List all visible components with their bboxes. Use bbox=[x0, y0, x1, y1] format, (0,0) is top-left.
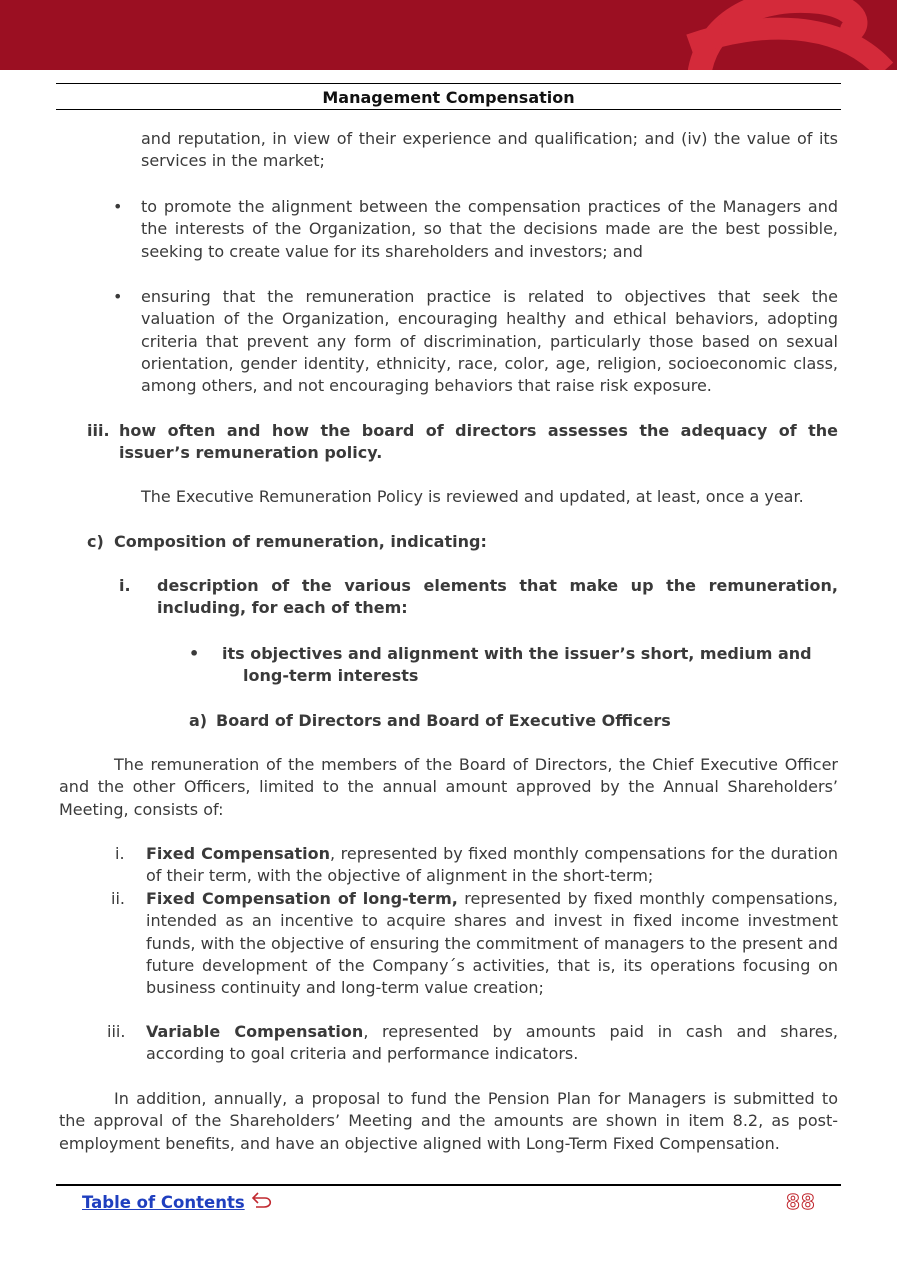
answer-paragraph: The Executive Remuneration Policy is reviewed and updated, at least, once a year. bbox=[141, 487, 804, 506]
bullet-item: ensuring that the remuneration practice is related to objectives that seek the valuation of the Organization, encouraging healthy and ethical behaviors, adopting criteria that prevent any form of discrimination, particularly those based on sexual orientation, gender identity, ethnicity, race, color, age, religion, socioeconomic class, among others, and not encouraging behaviors that raise risk exposure. bbox=[141, 287, 838, 396]
sub-heading-line: its objectives and alignment with the issuer’s short, medium and bbox=[222, 644, 812, 663]
list-item bbox=[146, 1021, 838, 1066]
continued-paragraph: and reputation, in view of their experience and qualification; and (iv) the value of its services in the market; bbox=[141, 129, 838, 171]
item-text: , represented by fixed monthly compensations for the duration of their term, with the objective of alignment in the short-term; bbox=[146, 844, 839, 886]
list-item bbox=[146, 888, 838, 999]
item-text: represented by fixed monthly compensations, intended as an incentive to acquire shares and invest in fixed income investment funds, with the objective of ensuring the commitment of managers to the present and future development of the Company´s activities, that is, its operations focusing on business continuity and long-term value creation; bbox=[146, 889, 838, 998]
header-banner bbox=[0, 0, 897, 70]
list-marker: iii. bbox=[107, 1022, 126, 1041]
item-term: Variable Compensation bbox=[146, 1022, 364, 1041]
header-rule-top bbox=[56, 83, 841, 84]
sub-heading-line: long-term interests bbox=[243, 666, 419, 685]
return-arrow-icon[interactable] bbox=[250, 1189, 274, 1211]
item-term: Fixed Compensation bbox=[146, 844, 331, 863]
table-of-contents-link[interactable]: Table of Contents bbox=[82, 1193, 245, 1212]
body-paragraph: The remuneration of the members of the Board of Directors, the Chief Executive Officer and the other Officers, limited to the annual amount approved by the Annual Shareholders’ Meeting, consists of: bbox=[59, 755, 838, 819]
header-rule-bottom bbox=[56, 109, 841, 110]
bullet-marker: • bbox=[189, 644, 200, 663]
list-marker: c) bbox=[87, 532, 104, 551]
list-marker: i. bbox=[115, 844, 125, 863]
bullet-marker: • bbox=[113, 197, 123, 216]
list-item bbox=[146, 843, 838, 888]
item-text: , represented by amounts paid in cash and shares, according to goal criteria and performance indicators. bbox=[146, 1022, 838, 1064]
footer-rule bbox=[56, 1184, 841, 1186]
page-title: Management Compensation bbox=[322, 88, 575, 107]
item-term: Fixed Compensation of long-term, bbox=[146, 889, 458, 908]
list-marker: i. bbox=[119, 576, 131, 595]
bullet-marker: • bbox=[113, 287, 123, 306]
section-heading: how often and how the board of directors assesses the adequacy of the issuer’s remuneration policy. bbox=[119, 421, 838, 463]
section-heading: Composition of remuneration, indicating: bbox=[114, 532, 487, 551]
bullet-item: to promote the alignment between the compensation practices of the Managers and the interests of the Organization, so that the decisions made are the best possible, seeking to create value for its shareholders and investors; and bbox=[141, 197, 838, 261]
section-heading: Board of Directors and Board of Executive Officers bbox=[216, 711, 671, 730]
list-marker: a) bbox=[189, 711, 208, 730]
section-heading: description of the various elements that make up the remuneration, including, for each of them: bbox=[157, 576, 838, 618]
list-marker: iii. bbox=[87, 421, 110, 440]
body-paragraph: In addition, annually, a proposal to fund the Pension Plan for Managers is submitted to the approval of the Shareholders’ Meeting and the amounts are shown in item 8.2, as post-employment benefits, and have an objective aligned with Long-Term Fixed Compensation. bbox=[59, 1089, 838, 1153]
list-marker: ii. bbox=[111, 889, 125, 908]
page-number: 88 bbox=[786, 1190, 816, 1214]
brand-logo-icon bbox=[0, 0, 897, 70]
